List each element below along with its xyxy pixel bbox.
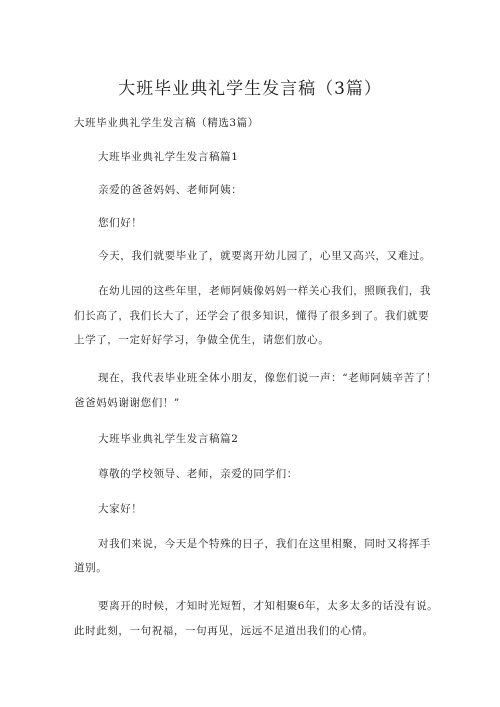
paragraph-line: 此时此刻，一句祝福，一句再见，远远不足道出我们的心情。 [74,625,374,637]
paragraph-line: 上学了，一定好好学习，争做全优生，请您们放心。 [74,334,330,346]
paragraph-line: 亲爱的爸爸妈妈、老师阿姨： [98,184,243,196]
paragraph-line: 尊敬的学校领导、老师，亲爱的同学们： [98,468,298,480]
paragraph-line: 要离开的时候，才知时光短暂，才知相聚6年，太多太多的话没有说。 [98,600,439,612]
paragraph-line: 对我们来说，今天是个特殊的日子，我们在这里相聚，同时又将挥手 [98,538,431,550]
document-title: 大班毕业典礼学生发言稿（3篇） [118,79,382,99]
section-heading-1: 大班毕业典礼学生发言稿篇1 [98,151,239,163]
paragraph-line: 您们好！ [98,217,143,229]
paragraph-line: 们长高了，我们长大了，还学会了很多知识，懂得了很多到了。我们就要 [74,310,430,322]
paragraph-line: 在幼儿园的这些年里，老师阿姨像妈妈一样关心我们，照顾我们，我 [98,285,431,297]
section-heading-2: 大班毕业典礼学生发言稿篇2 [98,433,239,445]
document-subtitle: 大班毕业典礼学生发言稿（精选3篇） [74,117,259,129]
paragraph-line: 大家好！ [98,503,143,515]
paragraph-line: 现在，我代表毕业班全体小朋友，像您们说一声：“老师阿姨辛苦了！ [98,372,437,384]
paragraph-line: 今天，我们就要毕业了，就要离开幼儿园了，心里又高兴，又难过。 [98,250,431,262]
paragraph-line: 道别。 [74,562,108,574]
paragraph-line: 爸爸妈妈谢谢您们！” [74,397,180,409]
